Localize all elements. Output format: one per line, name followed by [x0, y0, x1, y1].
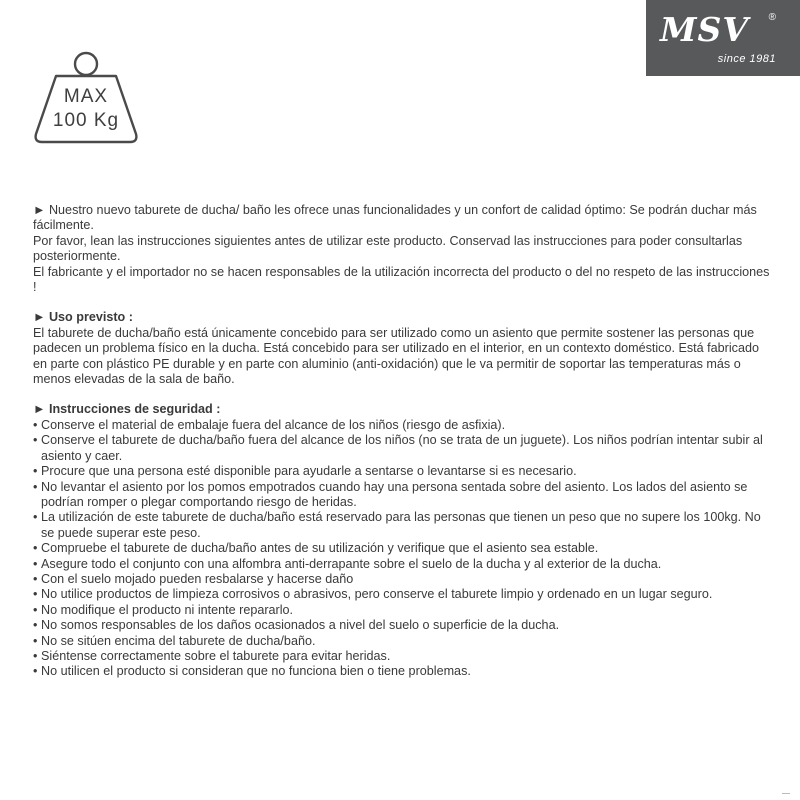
list-item: • Conserve el taburete de ducha/baño fuera del alcance de los niños (no se trata de un juguete). Los niños podrían intentar subir al asiento y caer. — [33, 433, 763, 463]
intended-use-heading: ► Uso previsto : — [33, 310, 133, 325]
list-item: • No modifique el producto ni intente repararlo. — [33, 602, 294, 617]
corner-divider — [782, 793, 790, 794]
brand-logo — [646, 0, 800, 76]
list-item: • Procure que una persona esté disponible para ayudarle a sentarse o levantarse si es necesario. — [33, 464, 577, 479]
max-label: MAX — [63, 86, 109, 107]
brand-since: since 1981 — [717, 53, 776, 65]
max-weight-badge — [32, 48, 140, 146]
intended-use-body: El taburete de ducha/baño está únicamente concebido para ser utilizado como un asiento que permite sostener las personas que padecen un problema físico en la ducha. Está concebido para ser utilizado en el interior, en un contexto doméstico. Está fabricado en parte con plástico PE durable y en parte con aluminio (anti-oxidación) que le va permitir de soportar las temperaturas más o menos elevadas de la sala de baño. — [33, 325, 759, 387]
list-item: • Asegure todo el conjunto con una alfombra anti-derrapante sobre el suelo de la ducha y al exterior de la ducha. — [33, 556, 662, 571]
list-item: • Compruebe el taburete de ducha/baño antes de su utilización y verifique que el asiento sea estable. — [33, 541, 599, 556]
instructions-text — [33, 203, 773, 680]
registered-mark: ® — [768, 12, 776, 23]
list-item: • Con el suelo mojado pueden resbalarse y hacerse daño — [33, 571, 354, 586]
list-item: • No utilicen el producto si consideran que no funciona bien o tiene problemas. — [33, 664, 471, 679]
safety-heading: ► Instrucciones de seguridad : — [33, 402, 221, 417]
list-item: • No utilice productos de limpieza corrosivos o abrasivos, pero conserve el taburete limpio y ordenado en un lugar seguro. — [33, 587, 713, 602]
list-item: • No somos responsables de los daños ocasionados a nivel del suelo o superficie de la ducha. — [33, 618, 560, 633]
list-item: • La utilización de este taburete de ducha/baño está reservado para las personas que tienen un peso que no supere los 100kg. No se puede superar este peso. — [33, 510, 761, 540]
list-item: • No levantar el asiento por los pomos empotrados cuando hay una persona sentada sobre del asiento. Los lados del asiento se podrían romper o plegar comportando riesgo de heridas. — [33, 479, 748, 509]
list-item: • Conserve el material de embalaje fuera del alcance de los niños (riesgo de asfixia). — [33, 417, 506, 432]
brand-name: MSV — [660, 10, 749, 49]
list-item: • Siéntense correctamente sobre el taburete para evitar heridas. — [33, 648, 391, 663]
weight-value: 100 Kg — [52, 110, 120, 131]
intro-paragraph-1: ► Nuestro nuevo taburete de ducha/ baño les ofrece unas funcionalidades y un confort de calidad óptimo: Se podrán duchar más fácilmente. — [33, 203, 757, 233]
intro-paragraph-3: El fabricante y el importador no se hacen responsables de la utilización incorrecta del producto o del no respeto de las instrucciones ! — [33, 264, 770, 295]
list-item: • No se sitúen encima del taburete de ducha/baño. — [33, 633, 316, 648]
intro-paragraph-2: Por favor, lean las instrucciones siguientes antes de utilizar este producto. Conservad las instrucciones para poder consultarlas posteriormente. — [33, 233, 743, 264]
safety-list — [33, 418, 773, 680]
